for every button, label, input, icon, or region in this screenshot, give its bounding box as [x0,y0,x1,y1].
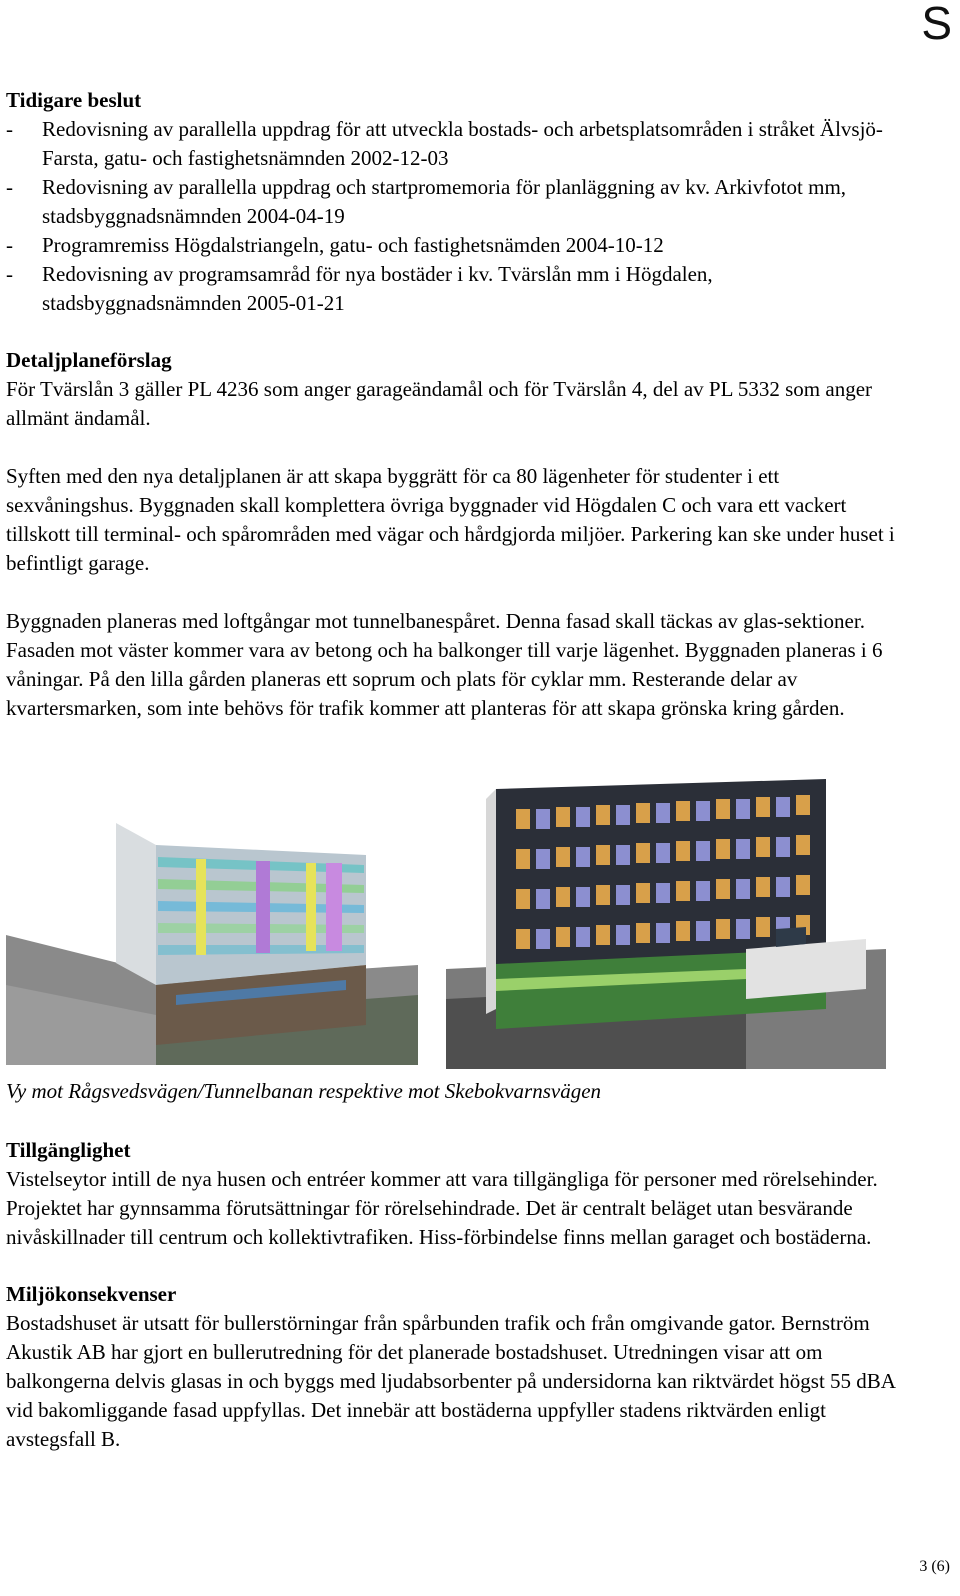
rendering-left-image [6,815,418,1065]
heading-tidigare-beslut: Tidigare beslut [6,88,142,112]
paragraph: Bostadshuset är utsatt för bullerstörningar från spårbunden trafik och från omgivande gator. Bernström Akustik AB har gjort en bullerutredning för det planerade bostadshuset. Utredningen visar att om balkongerna delvis glasas in och byggs med ljudabsorbenter på undersidorna kan riktvärdet högst 55 dBA vid bakomliggande fasad uppfyllas. Det innebär att bostäderna uppfyller stadens riktvärden enligt avstegsfall B. [6,1311,895,1451]
heading-detaljplaneforslag: Detaljplaneförslag [6,348,172,372]
section-detaljplaneforslag [6,346,906,723]
list-item: - Programremiss Högdalstriangeln, gatu- och fastighetsnämden 2004-10-12 [6,231,906,260]
section-miljokonsekvenser [6,1280,906,1454]
paragraph: Byggnaden planeras med loftgångar mot tunnelbanespåret. Denna fasad skall täckas av glas-sektioner. Fasaden mot väster kommer vara av betong och ha balkonger till varje lägenhet. Byggnaden planeras i 6 våningar. På den lilla gården planeras ett soprum och plats för cyklar mm. Resterande delar av kvartersmarken, som inte behövs för trafik kommer att planteras för att skapa grönska kring gården. [6,609,883,720]
building-renderings [6,779,906,1069]
figure-caption: Vy mot Rågsvedsvägen/Tunnelbanan respektive mot Skebokvarnsvägen [6,1079,602,1103]
paragraph: Syften med den nya detaljplanen är att skapa byggrätt för ca 80 lägenheter för studenter i ett sexvåningshus. Byggnaden skall komplettera övriga byggnader vid Högdalen C och vara ett vackert tillskott till terminal- och spårområden med vägar och hårdgjorda miljöer. Parkering kan ske under huset i befintligt garage. [6,464,895,575]
rendering-right-image [446,779,886,1069]
decision-list [6,115,906,318]
list-item: - Redovisning av parallella uppdrag och startpromemoria för planläggning av kv. Arkivfotot mm, stadsbyggnadsnämnden 2004-04-19 [6,173,906,231]
paragraph: Vistelseytor intill de nya husen och entréer kommer att vara tillgängliga för personer med rörelsehinder. Projektet har gynnsamma förutsättningar för rörelsehindrade. Det är centralt beläget utan besvärande nivåskillnader till centrum och kollektivtrafiken. Hiss-förbindelse finns mellan garaget och bostäderna. [6,1167,878,1249]
page-number: 3 (6) [919,1558,950,1575]
heading-miljokonsekvenser: Miljökonsekvenser [6,1282,177,1306]
heading-tillganglighet: Tillgänglighet [6,1138,131,1162]
section-tidigare-beslut [6,86,906,318]
list-item: - Redovisning av parallella uppdrag för att utveckla bostads- och arbetsplatsområden i stråket Älvsjö-Farsta, gatu- och fastighetsnämnden 2002-12-03 [6,115,906,173]
document-content [6,86,906,1454]
list-item: - Redovisning av programsamråd för nya bostäder i kv. Tvärslån mm i Högdalen, stadsbyggnadsnämnden 2005-01-21 [6,260,906,318]
corner-mark: S [921,0,952,49]
section-tillganglighet [6,1136,906,1252]
paragraph: För Tvärslån 3 gäller PL 4236 som anger garageändamål och för Tvärslån 4, del av PL 5332 som anger allmänt ändamål. [6,377,873,430]
